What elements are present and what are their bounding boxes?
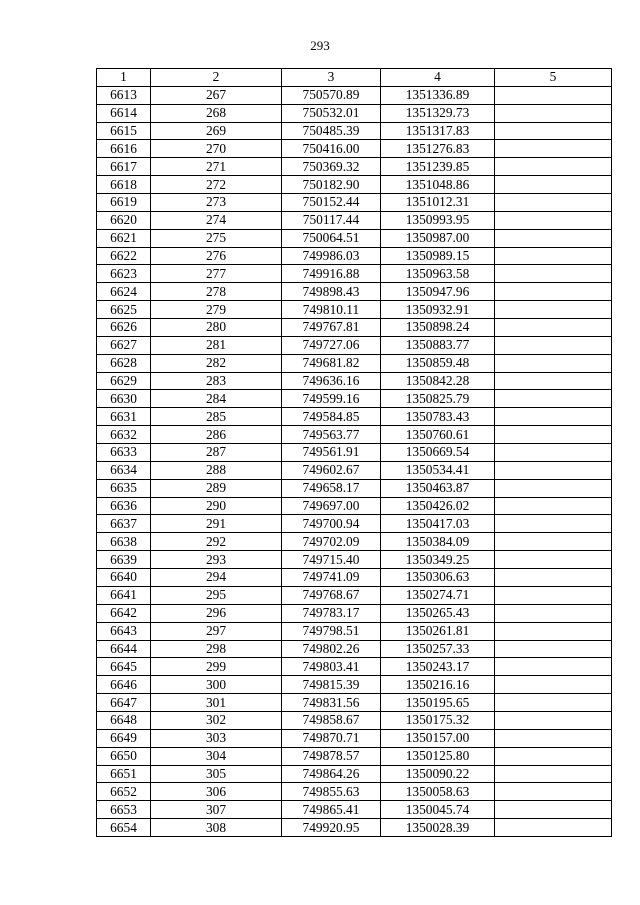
note-cell [495,211,612,229]
point-number-cell: 6654 [97,819,151,837]
x-coordinate-cell: 750152.44 [282,194,381,212]
point-number-cell: 6631 [97,408,151,426]
table-header [97,69,612,87]
header-col-4: 4 [381,69,495,87]
x-coordinate-cell: 749865.41 [282,801,381,819]
y-coordinate-cell: 1350261.81 [381,622,495,640]
note-cell [495,194,612,212]
point-number-cell: 6640 [97,569,151,587]
note-cell [495,783,612,801]
note-cell [495,86,612,104]
x-coordinate-cell: 749584.85 [282,408,381,426]
note-cell [495,122,612,140]
y-coordinate-cell: 1351317.83 [381,122,495,140]
point-number-cell: 6624 [97,283,151,301]
y-coordinate-cell: 1351048.86 [381,176,495,194]
vertex-number-cell: 283 [151,372,282,390]
table-row [97,533,612,551]
note-cell [495,622,612,640]
vertex-number-cell: 272 [151,176,282,194]
vertex-number-cell: 273 [151,194,282,212]
point-number-cell: 6635 [97,479,151,497]
y-coordinate-cell: 1350669.54 [381,444,495,462]
y-coordinate-cell: 1350825.79 [381,390,495,408]
x-coordinate-cell: 749697.00 [282,497,381,515]
vertex-number-cell: 271 [151,158,282,176]
note-cell [495,765,612,783]
y-coordinate-cell: 1351012.31 [381,194,495,212]
point-number-cell: 6620 [97,211,151,229]
note-cell [495,658,612,676]
y-coordinate-cell: 1350125.80 [381,747,495,765]
vertex-number-cell: 275 [151,229,282,247]
note-cell [495,497,612,515]
y-coordinate-cell: 1350417.03 [381,515,495,533]
x-coordinate-cell: 749920.95 [282,819,381,837]
x-coordinate-cell: 749798.51 [282,622,381,640]
x-coordinate-cell: 749700.94 [282,515,381,533]
vertex-number-cell: 296 [151,604,282,622]
y-coordinate-cell: 1350090.22 [381,765,495,783]
y-coordinate-cell: 1350175.32 [381,711,495,729]
header-col-1: 1 [97,69,151,87]
point-number-cell: 6630 [97,390,151,408]
note-cell [495,336,612,354]
note-cell [495,586,612,604]
x-coordinate-cell: 749803.41 [282,658,381,676]
vertex-number-cell: 301 [151,694,282,712]
header-col-3: 3 [282,69,381,87]
vertex-number-cell: 284 [151,390,282,408]
x-coordinate-cell: 749986.03 [282,247,381,265]
table-row [97,444,612,462]
vertex-number-cell: 299 [151,658,282,676]
vertex-number-cell: 288 [151,461,282,479]
point-number-cell: 6652 [97,783,151,801]
note-cell [495,729,612,747]
table-row [97,765,612,783]
y-coordinate-cell: 1350157.00 [381,729,495,747]
point-number-cell: 6615 [97,122,151,140]
vertex-number-cell: 267 [151,86,282,104]
x-coordinate-cell: 749831.56 [282,694,381,712]
point-number-cell: 6617 [97,158,151,176]
x-coordinate-cell: 749702.09 [282,533,381,551]
point-number-cell: 6625 [97,301,151,319]
y-coordinate-cell: 1350058.63 [381,783,495,801]
y-coordinate-cell: 1350349.25 [381,551,495,569]
table-row [97,140,612,158]
point-number-cell: 6619 [97,194,151,212]
note-cell [495,265,612,283]
table-row [97,176,612,194]
note-cell [495,640,612,658]
note-cell [495,426,612,444]
vertex-number-cell: 281 [151,336,282,354]
x-coordinate-cell: 749715.40 [282,551,381,569]
note-cell [495,301,612,319]
vertex-number-cell: 306 [151,783,282,801]
point-number-cell: 6618 [97,176,151,194]
point-number-cell: 6621 [97,229,151,247]
y-coordinate-cell: 1350963.58 [381,265,495,283]
y-coordinate-cell: 1350898.24 [381,319,495,337]
point-number-cell: 6623 [97,265,151,283]
vertex-number-cell: 276 [151,247,282,265]
note-cell [495,515,612,533]
note-cell [495,819,612,837]
table-row [97,390,612,408]
header-row [97,69,612,87]
vertex-number-cell: 294 [151,569,282,587]
table-row [97,354,612,372]
y-coordinate-cell: 1350257.33 [381,640,495,658]
x-coordinate-cell: 750369.32 [282,158,381,176]
point-number-cell: 6634 [97,461,151,479]
page-number: 293 [310,38,330,53]
point-number-cell: 6647 [97,694,151,712]
y-coordinate-cell: 1350883.77 [381,336,495,354]
y-coordinate-cell: 1350045.74 [381,801,495,819]
x-coordinate-cell: 749768.67 [282,586,381,604]
y-coordinate-cell: 1350463.87 [381,479,495,497]
y-coordinate-cell: 1350195.65 [381,694,495,712]
vertex-number-cell: 292 [151,533,282,551]
y-coordinate-cell: 1351276.83 [381,140,495,158]
note-cell [495,479,612,497]
vertex-number-cell: 304 [151,747,282,765]
y-coordinate-cell: 1350426.02 [381,497,495,515]
table-row [97,801,612,819]
note-cell [495,354,612,372]
table-row [97,265,612,283]
table-row [97,640,612,658]
note-cell [495,444,612,462]
table-row [97,819,612,837]
point-number-cell: 6650 [97,747,151,765]
point-number-cell: 6638 [97,533,151,551]
x-coordinate-cell: 749855.63 [282,783,381,801]
y-coordinate-cell: 1350760.61 [381,426,495,444]
x-coordinate-cell: 749602.67 [282,461,381,479]
table-row [97,229,612,247]
point-number-cell: 6628 [97,354,151,372]
table-row [97,497,612,515]
table-row [97,461,612,479]
vertex-number-cell: 285 [151,408,282,426]
table-row [97,372,612,390]
table-row [97,694,612,712]
table-row [97,211,612,229]
note-cell [495,569,612,587]
y-coordinate-cell: 1350243.17 [381,658,495,676]
note-cell [495,158,612,176]
y-coordinate-cell: 1350993.95 [381,211,495,229]
vertex-number-cell: 297 [151,622,282,640]
table-row [97,408,612,426]
table-row [97,569,612,587]
y-coordinate-cell: 1350534.41 [381,461,495,479]
table-row [97,158,612,176]
point-number-cell: 6613 [97,86,151,104]
note-cell [495,747,612,765]
point-number-cell: 6645 [97,658,151,676]
x-coordinate-cell: 750182.90 [282,176,381,194]
table-row [97,515,612,533]
note-cell [495,461,612,479]
y-coordinate-cell: 1350216.16 [381,676,495,694]
x-coordinate-cell: 749767.81 [282,319,381,337]
x-coordinate-cell: 749858.67 [282,711,381,729]
table-row [97,783,612,801]
y-coordinate-cell: 1350306.63 [381,569,495,587]
note-cell [495,247,612,265]
point-number-cell: 6629 [97,372,151,390]
vertex-number-cell: 269 [151,122,282,140]
y-coordinate-cell: 1350265.43 [381,604,495,622]
vertex-number-cell: 279 [151,301,282,319]
vertex-number-cell: 293 [151,551,282,569]
y-coordinate-cell: 1350384.09 [381,533,495,551]
y-coordinate-cell: 1350783.43 [381,408,495,426]
table-row [97,319,612,337]
x-coordinate-cell: 749563.77 [282,426,381,444]
note-cell [495,319,612,337]
x-coordinate-cell: 749727.06 [282,336,381,354]
table-row [97,622,612,640]
point-number-cell: 6614 [97,104,151,122]
x-coordinate-cell: 749783.17 [282,604,381,622]
y-coordinate-cell: 1351239.85 [381,158,495,176]
table-row [97,301,612,319]
x-coordinate-cell: 749810.11 [282,301,381,319]
table-row [97,283,612,301]
point-number-cell: 6637 [97,515,151,533]
table-row [97,658,612,676]
vertex-number-cell: 287 [151,444,282,462]
note-cell [495,604,612,622]
vertex-number-cell: 307 [151,801,282,819]
header-col-2: 2 [151,69,282,87]
note-cell [495,390,612,408]
x-coordinate-cell: 750416.00 [282,140,381,158]
x-coordinate-cell: 750485.39 [282,122,381,140]
table-row [97,729,612,747]
note-cell [495,176,612,194]
point-number-cell: 6626 [97,319,151,337]
note-cell [495,676,612,694]
x-coordinate-cell: 749870.71 [282,729,381,747]
table-row [97,479,612,497]
x-coordinate-cell: 750532.01 [282,104,381,122]
point-number-cell: 6627 [97,336,151,354]
note-cell [495,694,612,712]
table-row [97,604,612,622]
table-row [97,426,612,444]
vertex-number-cell: 290 [151,497,282,515]
vertex-number-cell: 303 [151,729,282,747]
point-number-cell: 6632 [97,426,151,444]
vertex-number-cell: 277 [151,265,282,283]
x-coordinate-cell: 749658.17 [282,479,381,497]
table-row [97,194,612,212]
vertex-number-cell: 282 [151,354,282,372]
point-number-cell: 6643 [97,622,151,640]
x-coordinate-cell: 750117.44 [282,211,381,229]
x-coordinate-cell: 749681.82 [282,354,381,372]
coordinates-table [96,68,612,837]
table-body [97,86,612,836]
x-coordinate-cell: 750064.51 [282,229,381,247]
y-coordinate-cell: 1351329.73 [381,104,495,122]
x-coordinate-cell: 749916.88 [282,265,381,283]
y-coordinate-cell: 1350842.28 [381,372,495,390]
note-cell [495,229,612,247]
table-row [97,711,612,729]
point-number-cell: 6641 [97,586,151,604]
vertex-number-cell: 268 [151,104,282,122]
note-cell [495,551,612,569]
vertex-number-cell: 280 [151,319,282,337]
y-coordinate-cell: 1350932.91 [381,301,495,319]
note-cell [495,533,612,551]
x-coordinate-cell: 749898.43 [282,283,381,301]
table-row [97,676,612,694]
y-coordinate-cell: 1351336.89 [381,86,495,104]
x-coordinate-cell: 749636.16 [282,372,381,390]
note-cell [495,104,612,122]
point-number-cell: 6636 [97,497,151,515]
note-cell [495,408,612,426]
vertex-number-cell: 270 [151,140,282,158]
vertex-number-cell: 300 [151,676,282,694]
vertex-number-cell: 274 [151,211,282,229]
vertex-number-cell: 308 [151,819,282,837]
point-number-cell: 6653 [97,801,151,819]
table-row [97,586,612,604]
note-cell [495,283,612,301]
vertex-number-cell: 291 [151,515,282,533]
x-coordinate-cell: 749802.26 [282,640,381,658]
table-row [97,336,612,354]
table-row [97,247,612,265]
x-coordinate-cell: 749815.39 [282,676,381,694]
table-row [97,122,612,140]
point-number-cell: 6644 [97,640,151,658]
x-coordinate-cell: 749864.26 [282,765,381,783]
vertex-number-cell: 289 [151,479,282,497]
point-number-cell: 6648 [97,711,151,729]
point-number-cell: 6646 [97,676,151,694]
table-row [97,551,612,569]
y-coordinate-cell: 1350987.00 [381,229,495,247]
note-cell [495,711,612,729]
vertex-number-cell: 278 [151,283,282,301]
table-row [97,86,612,104]
table-row [97,104,612,122]
header-col-5: 5 [495,69,612,87]
note-cell [495,801,612,819]
vertex-number-cell: 298 [151,640,282,658]
x-coordinate-cell: 749561.91 [282,444,381,462]
point-number-cell: 6639 [97,551,151,569]
y-coordinate-cell: 1350274.71 [381,586,495,604]
note-cell [495,140,612,158]
x-coordinate-cell: 749599.16 [282,390,381,408]
point-number-cell: 6622 [97,247,151,265]
x-coordinate-cell: 749878.57 [282,747,381,765]
vertex-number-cell: 302 [151,711,282,729]
point-number-cell: 6649 [97,729,151,747]
vertex-number-cell: 286 [151,426,282,444]
point-number-cell: 6642 [97,604,151,622]
table-row [97,747,612,765]
y-coordinate-cell: 1350028.39 [381,819,495,837]
y-coordinate-cell: 1350989.15 [381,247,495,265]
x-coordinate-cell: 749741.09 [282,569,381,587]
note-cell [495,372,612,390]
point-number-cell: 6616 [97,140,151,158]
x-coordinate-cell: 750570.89 [282,86,381,104]
vertex-number-cell: 305 [151,765,282,783]
vertex-number-cell: 295 [151,586,282,604]
y-coordinate-cell: 1350859.48 [381,354,495,372]
point-number-cell: 6633 [97,444,151,462]
y-coordinate-cell: 1350947.96 [381,283,495,301]
point-number-cell: 6651 [97,765,151,783]
